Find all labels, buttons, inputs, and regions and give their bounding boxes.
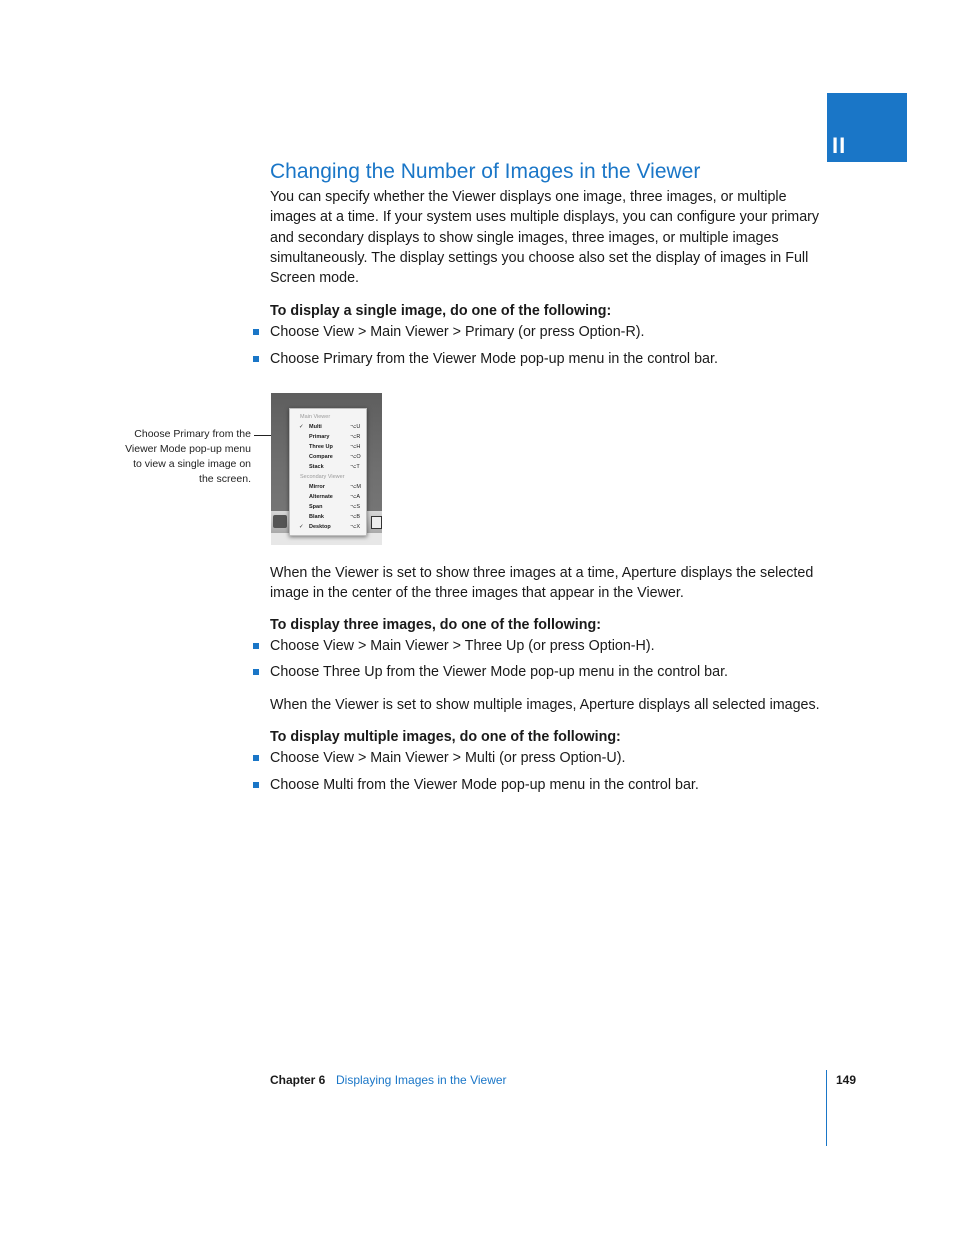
menu-header-secondary-viewer: Secondary Viewer: [300, 474, 345, 480]
shortcut-key: ⌥O: [350, 454, 361, 460]
bullet-square-icon: [253, 329, 259, 335]
bullet-square-icon: [253, 782, 259, 788]
figure-callout: Choose Primary from the Viewer Mode pop-up menu to view a single image on the screen.: [125, 428, 251, 485]
bullet-square-icon: [253, 755, 259, 761]
shortcut-key: ⌥U: [350, 424, 361, 430]
list-item-text: Choose View > Main Viewer > Primary (or press Option-R).: [270, 324, 645, 340]
menu-item-three-up[interactable]: Three Up ⌥H: [309, 444, 361, 450]
menu-header-main-viewer: Main Viewer: [300, 414, 331, 420]
multi-paragraph: When the Viewer is set to show multiple images, Aperture displays all selected images.: [270, 697, 820, 713]
menu-item-multi[interactable]: ✓ Multi ⌥U: [299, 424, 361, 430]
three-images-lead: To display three images, do one of the following:: [270, 617, 601, 633]
page-number: 149: [836, 1073, 857, 1087]
list-item-text: Choose Three Up from the Viewer Mode pop-up menu in the control bar.: [270, 664, 729, 680]
bullet-square-icon: [253, 669, 259, 675]
footer-divider: [826, 1070, 827, 1146]
menu-item-alternate[interactable]: Alternate ⌥A: [309, 494, 361, 500]
footer-chapter-title: Displaying Images in the Viewer: [336, 1073, 507, 1087]
bullet-square-icon: [253, 643, 259, 649]
bullet-square-icon: [253, 356, 259, 362]
viewer-mode-menu-screenshot: [271, 393, 382, 545]
shortcut-key: ⌥H: [350, 444, 361, 450]
shortcut-key: ⌥X: [350, 524, 361, 530]
viewer-mode-button-icon: [273, 515, 287, 528]
footer-chapter: Chapter 6: [270, 1073, 326, 1087]
single-image-lead: To display a single image, do one of the following:: [270, 303, 612, 319]
three-up-paragraph: When the Viewer is set to show three images at a time, Aperture displays the selected image in the center of the three images that appear in the Viewer.: [270, 565, 814, 602]
section-tab-label: II: [832, 133, 847, 158]
menu-item-desktop[interactable]: ✓ Desktop ⌥X: [299, 524, 361, 530]
shortcut-key: ⌥M: [350, 484, 361, 490]
menu-item-compare[interactable]: Compare ⌥O: [309, 454, 361, 460]
section-tab: [827, 93, 907, 162]
shortcut-key: ⌥A: [350, 494, 361, 500]
list-item-text: Choose View > Main Viewer > Multi (or press Option-U).: [270, 750, 626, 766]
checkmark-icon: ✓: [299, 524, 304, 530]
intro-paragraph: You can specify whether the Viewer displays one image, three images, or multiple images at a time. If your system uses multiple displays, you can configure your primary and secondary displays to show single images, three images, or multiple images simultaneously. The display settings you choose also set the display of images in Full Screen mode.: [270, 189, 820, 287]
shortcut-key: ⌥R: [350, 434, 361, 440]
shortcut-key: ⌥S: [350, 504, 361, 510]
multiple-images-lead: To display multiple images, do one of the following:: [270, 729, 621, 745]
viewer-mode-popup-menu: [289, 408, 367, 536]
list-item-text: Choose View > Main Viewer > Three Up (or press Option-H).: [270, 638, 655, 654]
menu-item-primary[interactable]: Primary ⌥R: [309, 434, 361, 440]
menu-item-span[interactable]: Span ⌥S: [309, 504, 361, 510]
menu-item-mirror[interactable]: Mirror ⌥M: [309, 484, 361, 490]
menu-item-stack[interactable]: Stack ⌥T: [309, 464, 360, 470]
shortcut-key: ⌥B: [350, 514, 361, 520]
shortcut-key: ⌥T: [350, 464, 360, 470]
list-item-text: Choose Primary from the Viewer Mode pop-up menu in the control bar.: [270, 351, 718, 367]
list-item-text: Choose Multi from the Viewer Mode pop-up menu in the control bar.: [270, 777, 699, 793]
control-bar-button-icon: [371, 516, 382, 529]
menu-item-blank[interactable]: Blank ⌥B: [309, 514, 361, 520]
section-heading: Changing the Number of Images in the Viewer: [270, 160, 701, 183]
checkmark-icon: ✓: [299, 424, 304, 430]
